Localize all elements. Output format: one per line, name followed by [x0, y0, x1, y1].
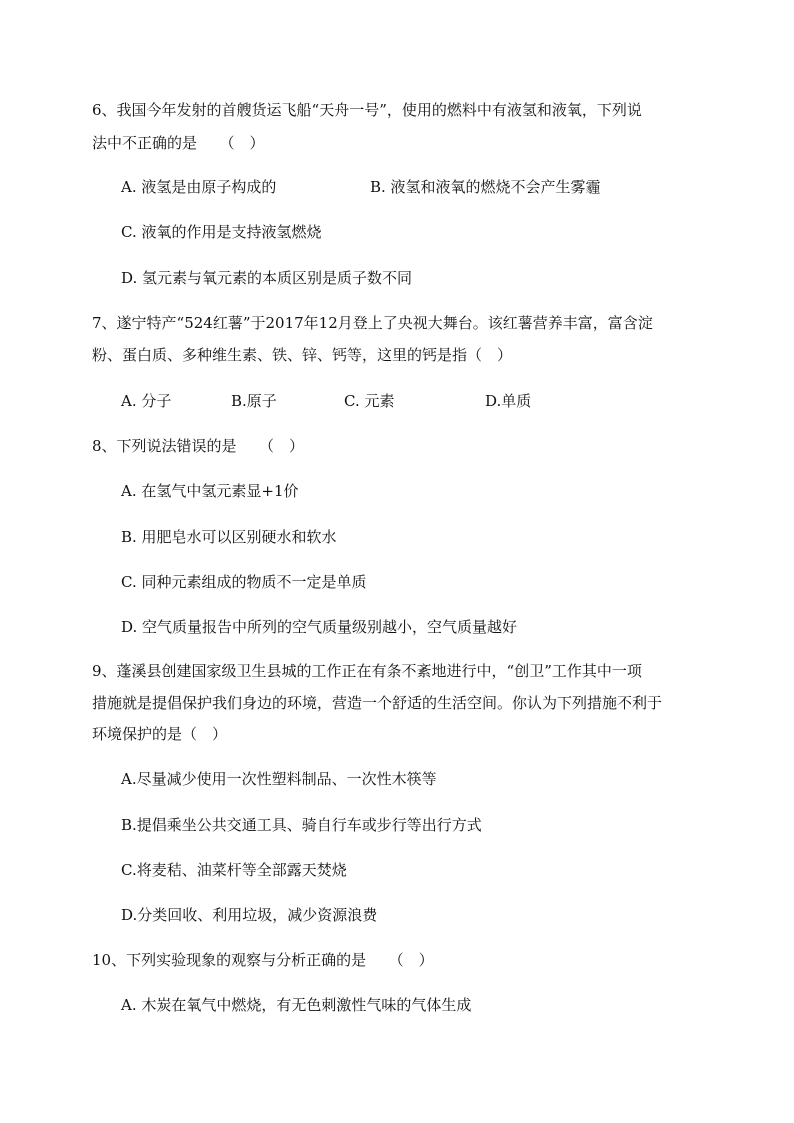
- q6-option-a: A. 液氢是由原子构成的: [121, 178, 277, 196]
- q8-option-a: A. 在氢气中氢元素显+1价: [121, 482, 299, 500]
- q7-option-c: C. 元素: [344, 392, 395, 410]
- q7-stem-line-2: 粉、蛋白质、多种维生素、铁、锌、钙等，这里的钙是指（ ）: [92, 346, 513, 364]
- q6-option-b: B. 液氢和液氧的燃烧不会产生雾霾: [370, 178, 601, 196]
- q9-stem-line-1: 9、蓬溪县创建国家级卫生县城的工作正在有条不紊地进行中，“创卫”工作其中一项: [92, 662, 642, 680]
- q9-option-d: D.分类回收、利用垃圾，减少资源浪费: [121, 906, 378, 924]
- q6-option-c: C. 液氧的作用是支持液氢燃烧: [121, 223, 322, 241]
- q9-stem-line-3: 环境保护的是（ ）: [92, 725, 228, 743]
- q10-stem: 10、下列实验现象的观察与分析正确的是 （ ）: [92, 951, 434, 969]
- q8-option-b: B. 用肥皂水可以区别硬水和软水: [121, 528, 337, 546]
- q9-option-a: A.尽量减少使用一次性塑料制品、一次性木筷等: [121, 770, 437, 788]
- q10-option-a: A. 木炭在氧气中燃烧，有无色刺激性气味的气体生成: [121, 996, 472, 1014]
- q9-option-b: B.提倡乘坐公共交通工具、骑自行车或步行等出行方式: [121, 816, 482, 834]
- q9-stem-line-2: 措施就是提倡保护我们身边的环境，营造一个舒适的生活空间。你认为下列措施不利于: [92, 694, 663, 712]
- q7-stem-line-1: 7、遂宁特产“524红薯”于2017年12月登上了央视大舞台。该红薯营养丰富，富含淀: [92, 314, 653, 332]
- q6-option-d: D. 氢元素与氧元素的本质区别是质子数不同: [121, 269, 413, 287]
- q8-option-c: C. 同种元素组成的物质不一定是单质: [121, 573, 367, 591]
- q6-stem-line-2: 法中不正确的是 （ ）: [92, 134, 265, 152]
- q6-stem-line-1: 6、我国今年发射的首艘货运飞船“天舟一号”，使用的燃料中有液氢和液氧，下列说: [92, 101, 642, 119]
- q7-option-b: B.原子: [231, 392, 277, 410]
- q7-option-a: A. 分子: [121, 392, 172, 410]
- q7-option-d: D.单质: [485, 392, 532, 410]
- q8-option-d: D. 空气质量报告中所列的空气质量级别越小，空气质量越好: [121, 618, 518, 636]
- q8-stem: 8、下列说法错误的是 （ ）: [92, 437, 305, 455]
- q9-option-c: C.将麦秸、油菜杆等全部露天焚烧: [121, 861, 347, 879]
